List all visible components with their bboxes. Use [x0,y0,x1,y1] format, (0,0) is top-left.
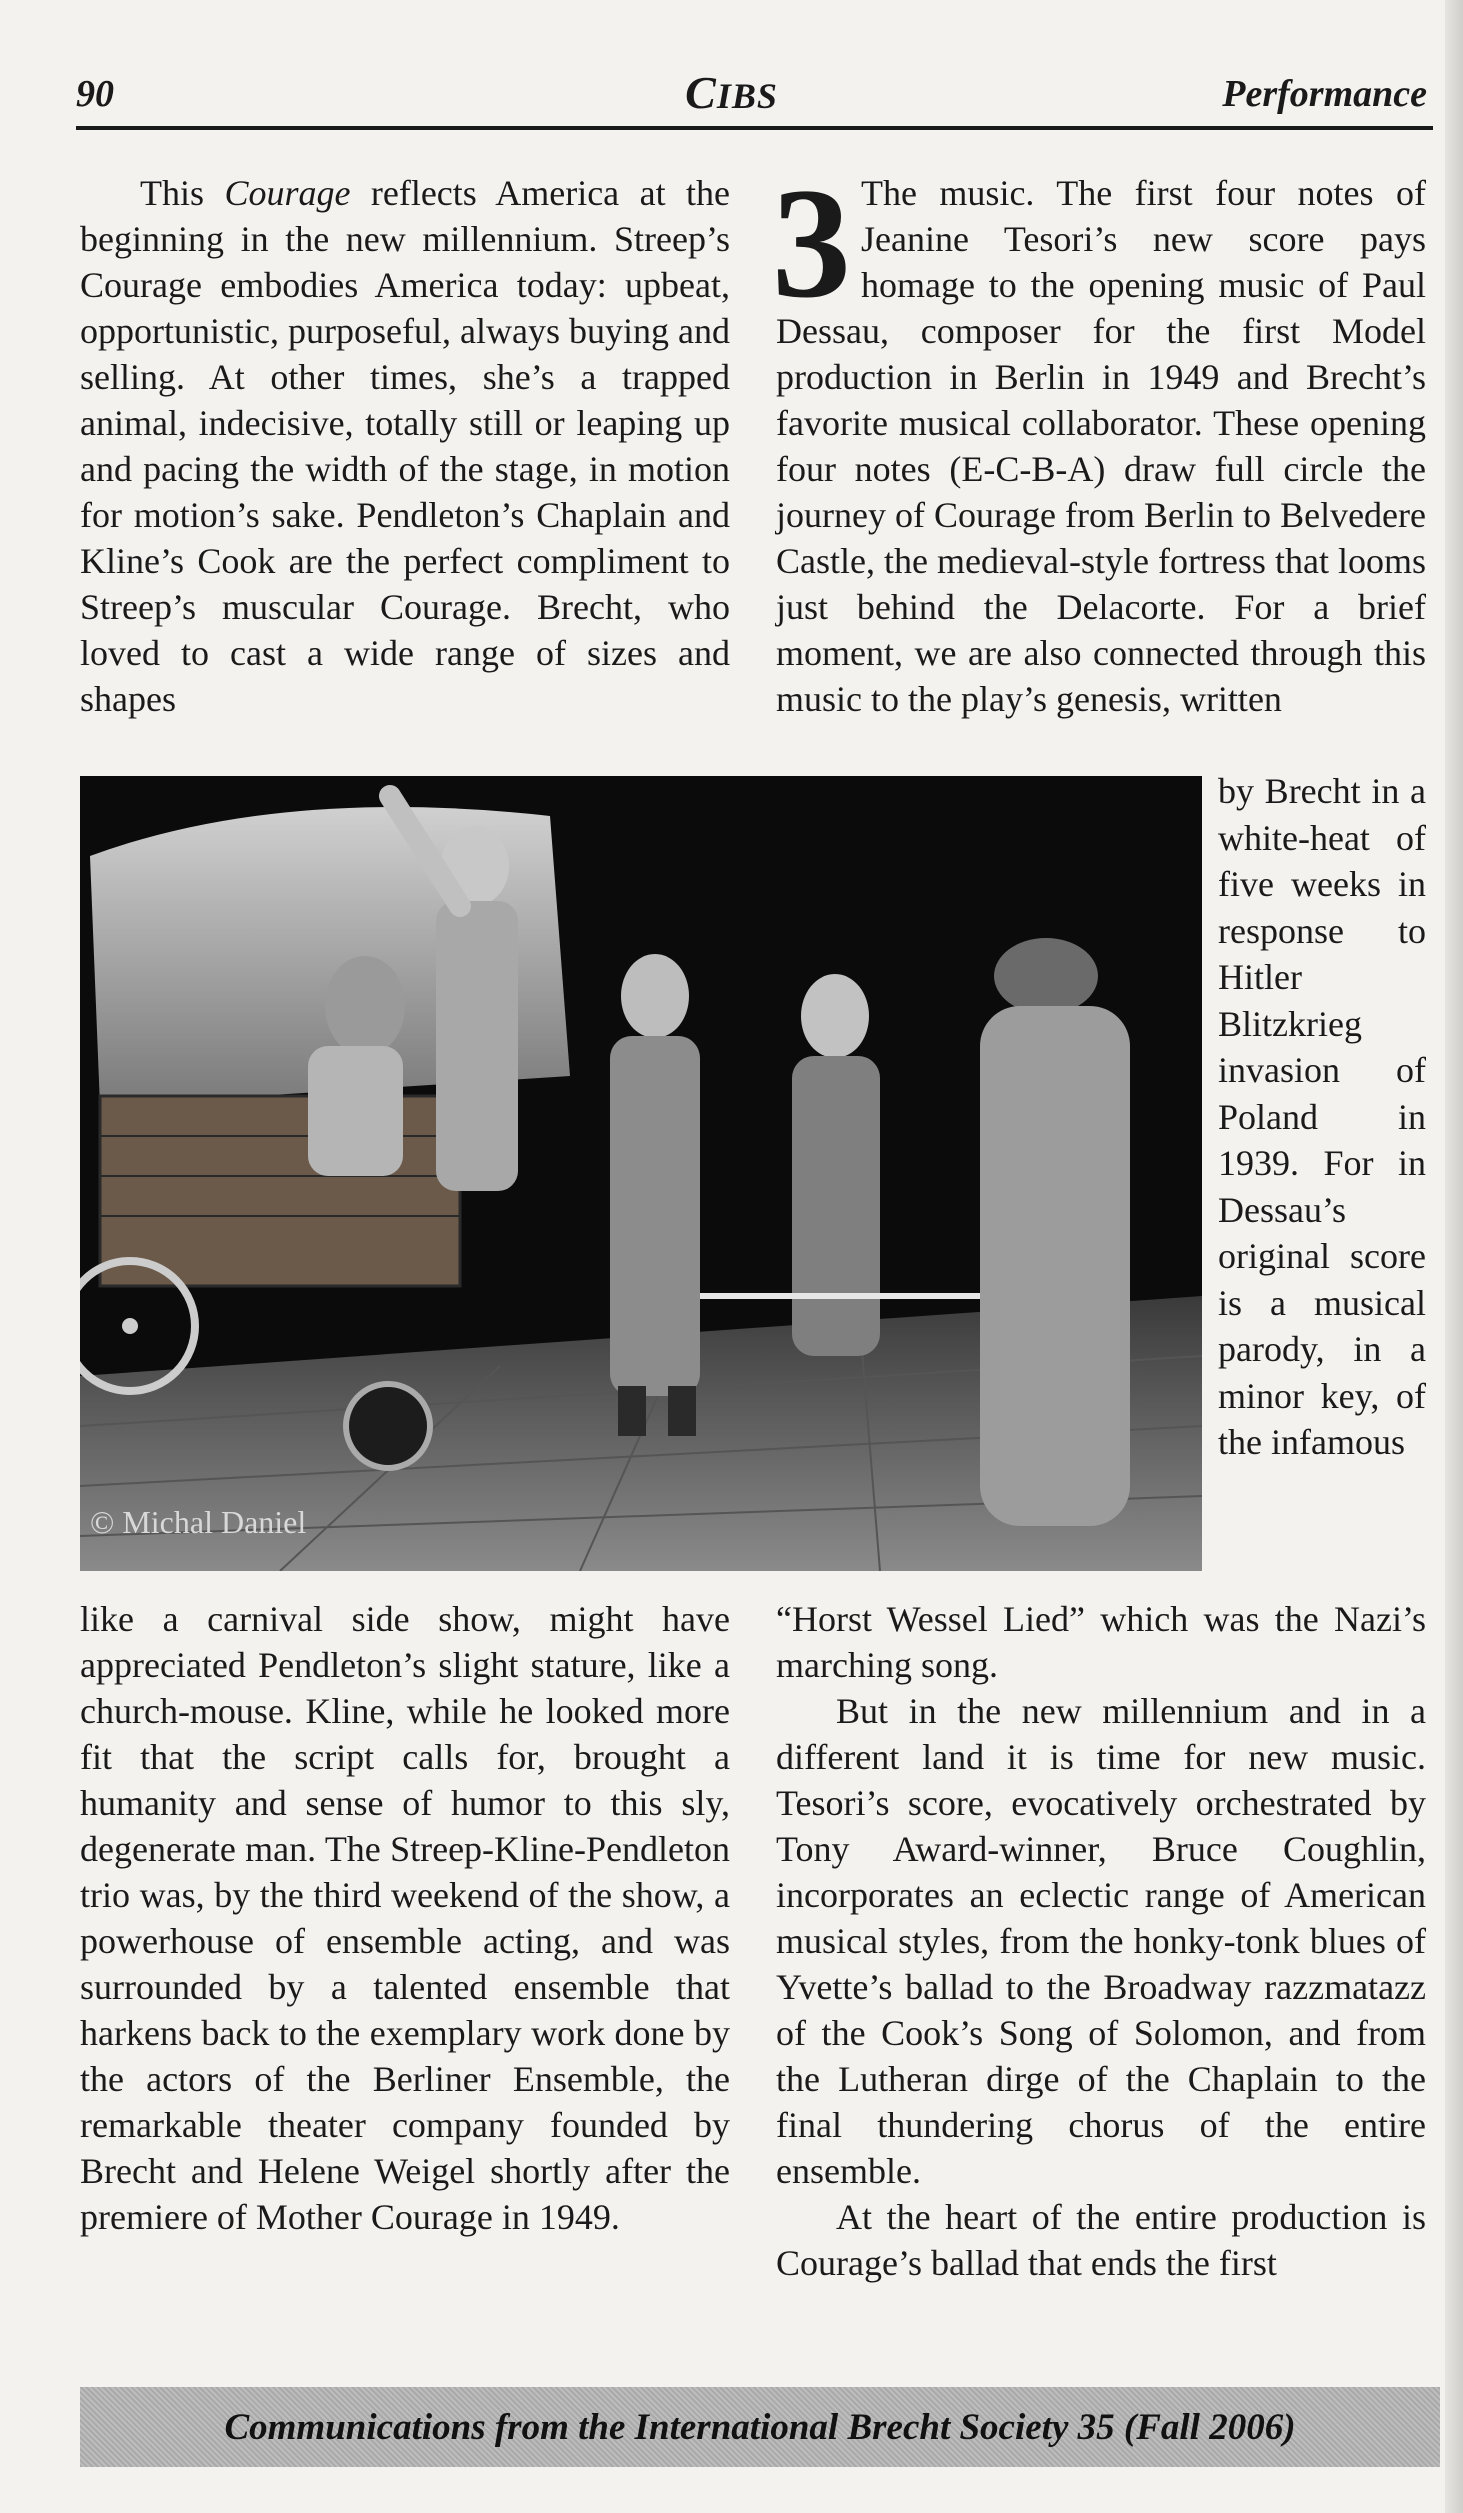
section-label: Performance [1222,73,1427,115]
paragraph-carnival: like a carnival side show, might have appreciated Pendleton’s slight stature, like a church-mouse. Kline, while he looked more fit that the script calls for, brought a humanity and sense of humor to this sly, degenerate man. The Streep-Kline-Pendleton trio was, by the third weekend of the show, a powerhouse of ensemble acting, and was surrounded by a talented ensemble that harkens back to the exemplary work done by the actors of the Berliner Ensemble, the remarkable theater company founded by Brecht and Helene Weigel shortly after the premiere of Mother Courage in 1949. [80,1599,730,2237]
column-1-top [80,170,730,722]
paragraph-horst-wessel: “Horst Wessel Lied” which was the Nazi’s marching song. [776,1599,1426,1685]
italic-title: Courage [224,173,351,213]
stage-photo-illustration [80,776,1202,1571]
footer-citation: Communications from the International Brecht Society 35 (Fall 2006) [224,2406,1296,2448]
paragraph-ballad: At the heart of the entire production is Courage’s ballad that ends the first [776,2197,1426,2283]
paragraph-wrap-beside-photo: by Brecht in a white-heat of five weeks in response to Hitler Blitzkrieg invasion of Poland in 1939. For in Dessau’s original score is a musical parody, in a minor key, of the infamous [1218,771,1426,1462]
header-rule [76,126,1433,130]
column-2-top [772,156,1426,722]
column-2-bottom [776,1596,1426,2286]
journal-title-rest: IBS [716,76,778,116]
journal-title-initial: C [685,67,717,118]
paragraph-courage-america [80,170,730,722]
column-2-wrap-text [1218,768,1426,1466]
paragraph-new-music: But in the new millennium and in a different land it is time for new music. Tesori’s score, evocatively orchestrated by Tony Award-winner, Bruce Coughlin, incorporates an eclectic range of American musical styles, from the honky-tonk blues of Yvette’s ballad to the Broadway razzmatazz of the Cook’s Song of Solomon, and from the Lutheran dirge of the Chaplain to the final thundering chorus of the entire ensemble. [776,1691,1426,2191]
text-run: reflects America at the beginning in the new millennium. Streep’s Courage embodies America today: upbeat, opportunistic, purposeful, always buying and selling. At other times, she’s a trapped animal, indecisive, totally still or leaping up and pacing the width of the stage, in motion for motion’s sake. Pendleton’s Chaplain and Kline’s Cook are the perfect compliment to Streep’s muscular Courage. Brecht, who loved to cast a wide range of sizes and shapes [80,173,730,719]
text-run: This [140,173,225,213]
column-1-bottom [80,1596,730,2240]
photo-credit: © Michal Daniel [90,1504,307,1540]
paragraph-music [772,156,1426,722]
page-number: 90 [76,73,114,115]
footer-banner [80,2387,1440,2467]
page-binding-edge [1445,0,1463,2513]
paragraph-music-text: The music. The first four notes of Jeanine Tesori’s new score pays homage to the opening music of Paul Dessau, composer for the first Model production in Berlin in 1949 and Brecht’s favorite musical collaborator. These opening four notes (E-C-B-A) draw full circle the journey of Courage from Berlin to Belvedere Castle, the medieval-style fortress that looms just behind the Delacorte. For a brief moment, we are also connected through this music to the play’s genesis, written [776,173,1426,719]
drop-cap: 3 [772,156,851,331]
production-photo [80,776,1202,1571]
